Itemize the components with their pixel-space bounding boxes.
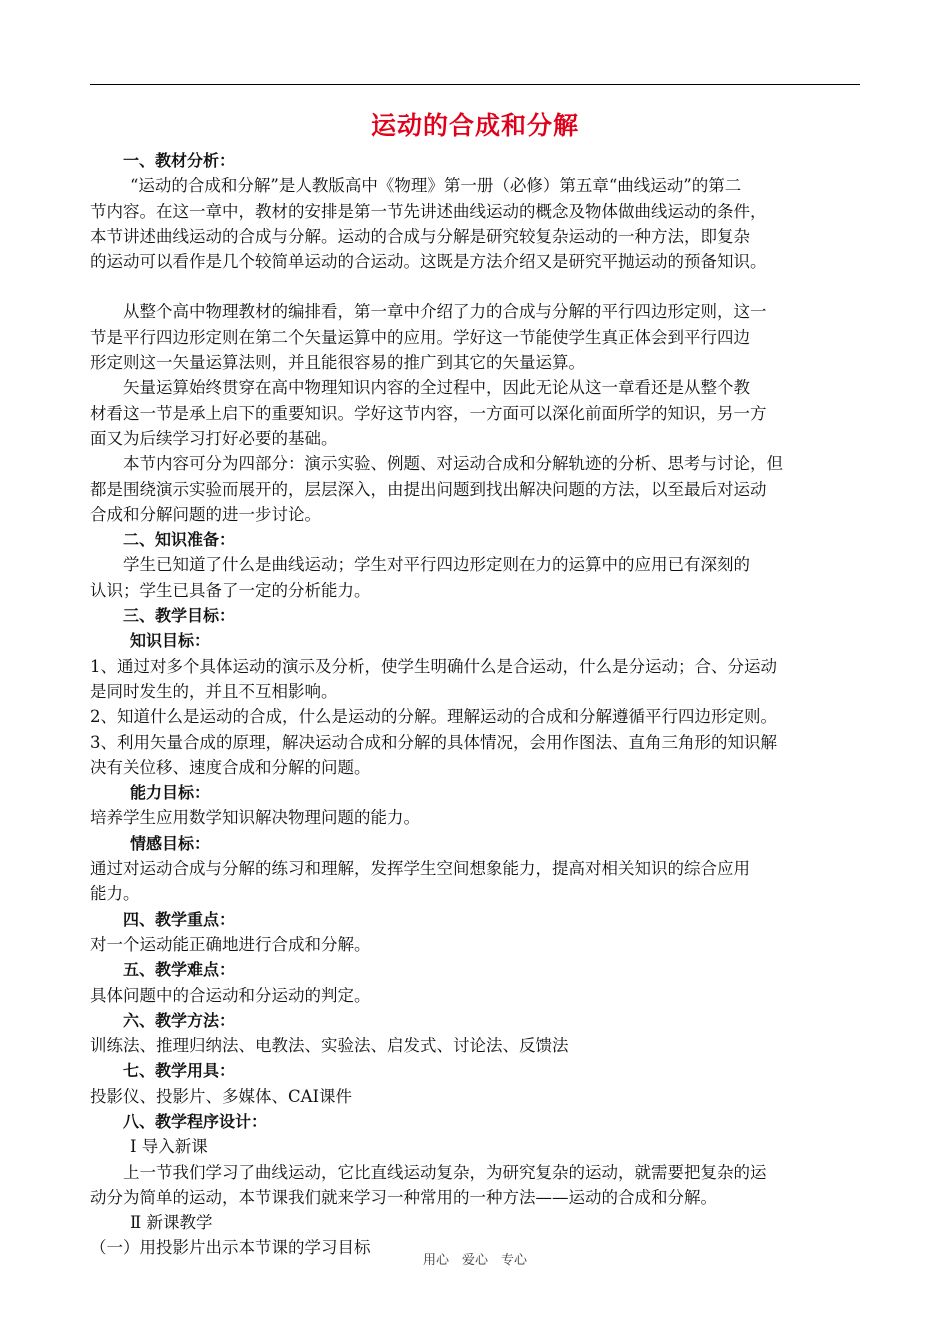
text-line: 都是围绕演示实验而展开的，层层深入，由提出问题到找出解决问题的方法，以至最后对运动 bbox=[90, 479, 767, 499]
section-heading: 能力目标： bbox=[130, 783, 211, 803]
text-line: “运动的合成和分解”是人教版高中《物理》第一册（必修）第五章“曲线运动”的第二 bbox=[130, 176, 742, 196]
paragraph-gap bbox=[90, 274, 865, 299]
text-line: 投影仪、投影片、多媒体、CAI课件 bbox=[90, 1086, 353, 1106]
text-line: 学生已知道了什么是曲线运动；学生对平行四边形定则在力的运算中的应用已有深刻的 bbox=[123, 555, 750, 575]
text-line: Ⅰ 导入新课 bbox=[130, 1137, 208, 1157]
text-line: 面又为后续学习打好必要的基础。 bbox=[90, 428, 338, 448]
text-line: 训练法、推理归纳法、电教法、实验法、启发式、讨论法、反馈法 bbox=[90, 1036, 569, 1056]
text-line: 是同时发生的，并且不互相影响。 bbox=[90, 681, 338, 701]
text-line: 认识；学生已具备了一定的分析能力。 bbox=[90, 580, 371, 600]
section-heading: 八、教学程序设计： bbox=[123, 1111, 268, 1131]
text-line: 形定则这一矢量运算法则，并且能很容易的推广到其它的矢量运算。 bbox=[90, 353, 585, 373]
section-heading: 六、教学方法： bbox=[123, 1010, 236, 1030]
section-heading: 七、教学用具： bbox=[123, 1061, 236, 1081]
section-heading: 情感目标： bbox=[130, 833, 211, 853]
text-line: 本节内容可分为四部分：演示实验、例题、对运动合成和分解轨迹的分析、思考与讨论，但 bbox=[123, 454, 783, 474]
text-line: 能力。 bbox=[90, 884, 140, 904]
text-line: Ⅱ 新课教学 bbox=[130, 1213, 213, 1233]
text-line: 本节讲述曲线运动的合成与分解。运动的合成与分解是研究较复杂运动的一种方法，即复杂 bbox=[90, 226, 750, 246]
text-line: 上一节我们学习了曲线运动，它比直线运动复杂，为研究复杂的运动，就需要把复杂的运 bbox=[123, 1162, 767, 1182]
section-heading: 三、教学目标： bbox=[123, 606, 236, 626]
text-line: 合成和分解问题的进一步讨论。 bbox=[90, 504, 321, 524]
document-body bbox=[90, 148, 865, 1261]
text-line: 从整个高中物理教材的编排看，第一章中介绍了力的合成与分解的平行四边形定则，这一 bbox=[123, 302, 767, 322]
text-line: 通过对运动合成与分解的练习和理解，发挥学生空间想象能力，提高对相关知识的综合应用 bbox=[90, 859, 750, 879]
text-line: 的运动可以看作是几个较简单运动的合运动。这既是方法介绍又是研究平抛运动的预备知识。 bbox=[90, 252, 767, 272]
section-heading: 二、知识准备： bbox=[123, 530, 236, 550]
page-title: 运动的合成和分解 bbox=[370, 111, 579, 140]
text-line: 动分为简单的运动，本节课我们就来学习一种常用的一种方法——运动的合成和分解。 bbox=[90, 1187, 717, 1207]
text-line: 节是平行四边形定则在第二个矢量运算中的应用。学好这一节能使学生真正体会到平行四边 bbox=[90, 327, 750, 347]
text-line: 具体问题中的合运动和分运动的判定。 bbox=[90, 985, 371, 1005]
section-heading: 四、教学重点： bbox=[123, 909, 236, 929]
text-line: 1、通过对多个具体运动的演示及分析，使学生明确什么是合运动，什么是分运动；合、分运动 bbox=[90, 656, 777, 676]
text-line: 3、利用矢量合成的原理，解决运动合成和分解的具体情况，会用作图法、直角三角形的知识解 bbox=[90, 732, 777, 752]
section-heading: 五、教学难点： bbox=[123, 960, 236, 980]
section-heading: 知识目标： bbox=[130, 631, 211, 651]
text-line: 矢量运算始终贯穿在高中物理知识内容的全过程中，因此无论从这一章看还是从整个教 bbox=[123, 378, 750, 398]
text-line: 2、知道什么是运动的合成，什么是运动的分解。理解运动的合成和分解遵循平行四边形定则。 bbox=[90, 707, 777, 727]
section-heading: 一、教材分析： bbox=[123, 151, 236, 170]
text-line: （一）用投影片出示本节课的学习目标 bbox=[90, 1238, 371, 1258]
page-footer: 用心 爱心 专心 bbox=[422, 1253, 527, 1268]
text-line: 对一个运动能正确地进行合成和分解。 bbox=[90, 934, 371, 954]
header-rule bbox=[90, 84, 860, 85]
text-line: 节内容。在这一章中，教材的安排是第一节先讲述曲线运动的概念及物体做曲线运动的条件， bbox=[90, 201, 767, 221]
text-line: 材看这一节是承上启下的重要知识。学好这节内容，一方面可以深化前面所学的知识，另一方 bbox=[90, 403, 767, 423]
text-line: 培养学生应用数学知识解决物理问题的能力。 bbox=[90, 808, 420, 828]
text-line: 决有关位移、速度合成和分解的问题。 bbox=[90, 757, 371, 777]
